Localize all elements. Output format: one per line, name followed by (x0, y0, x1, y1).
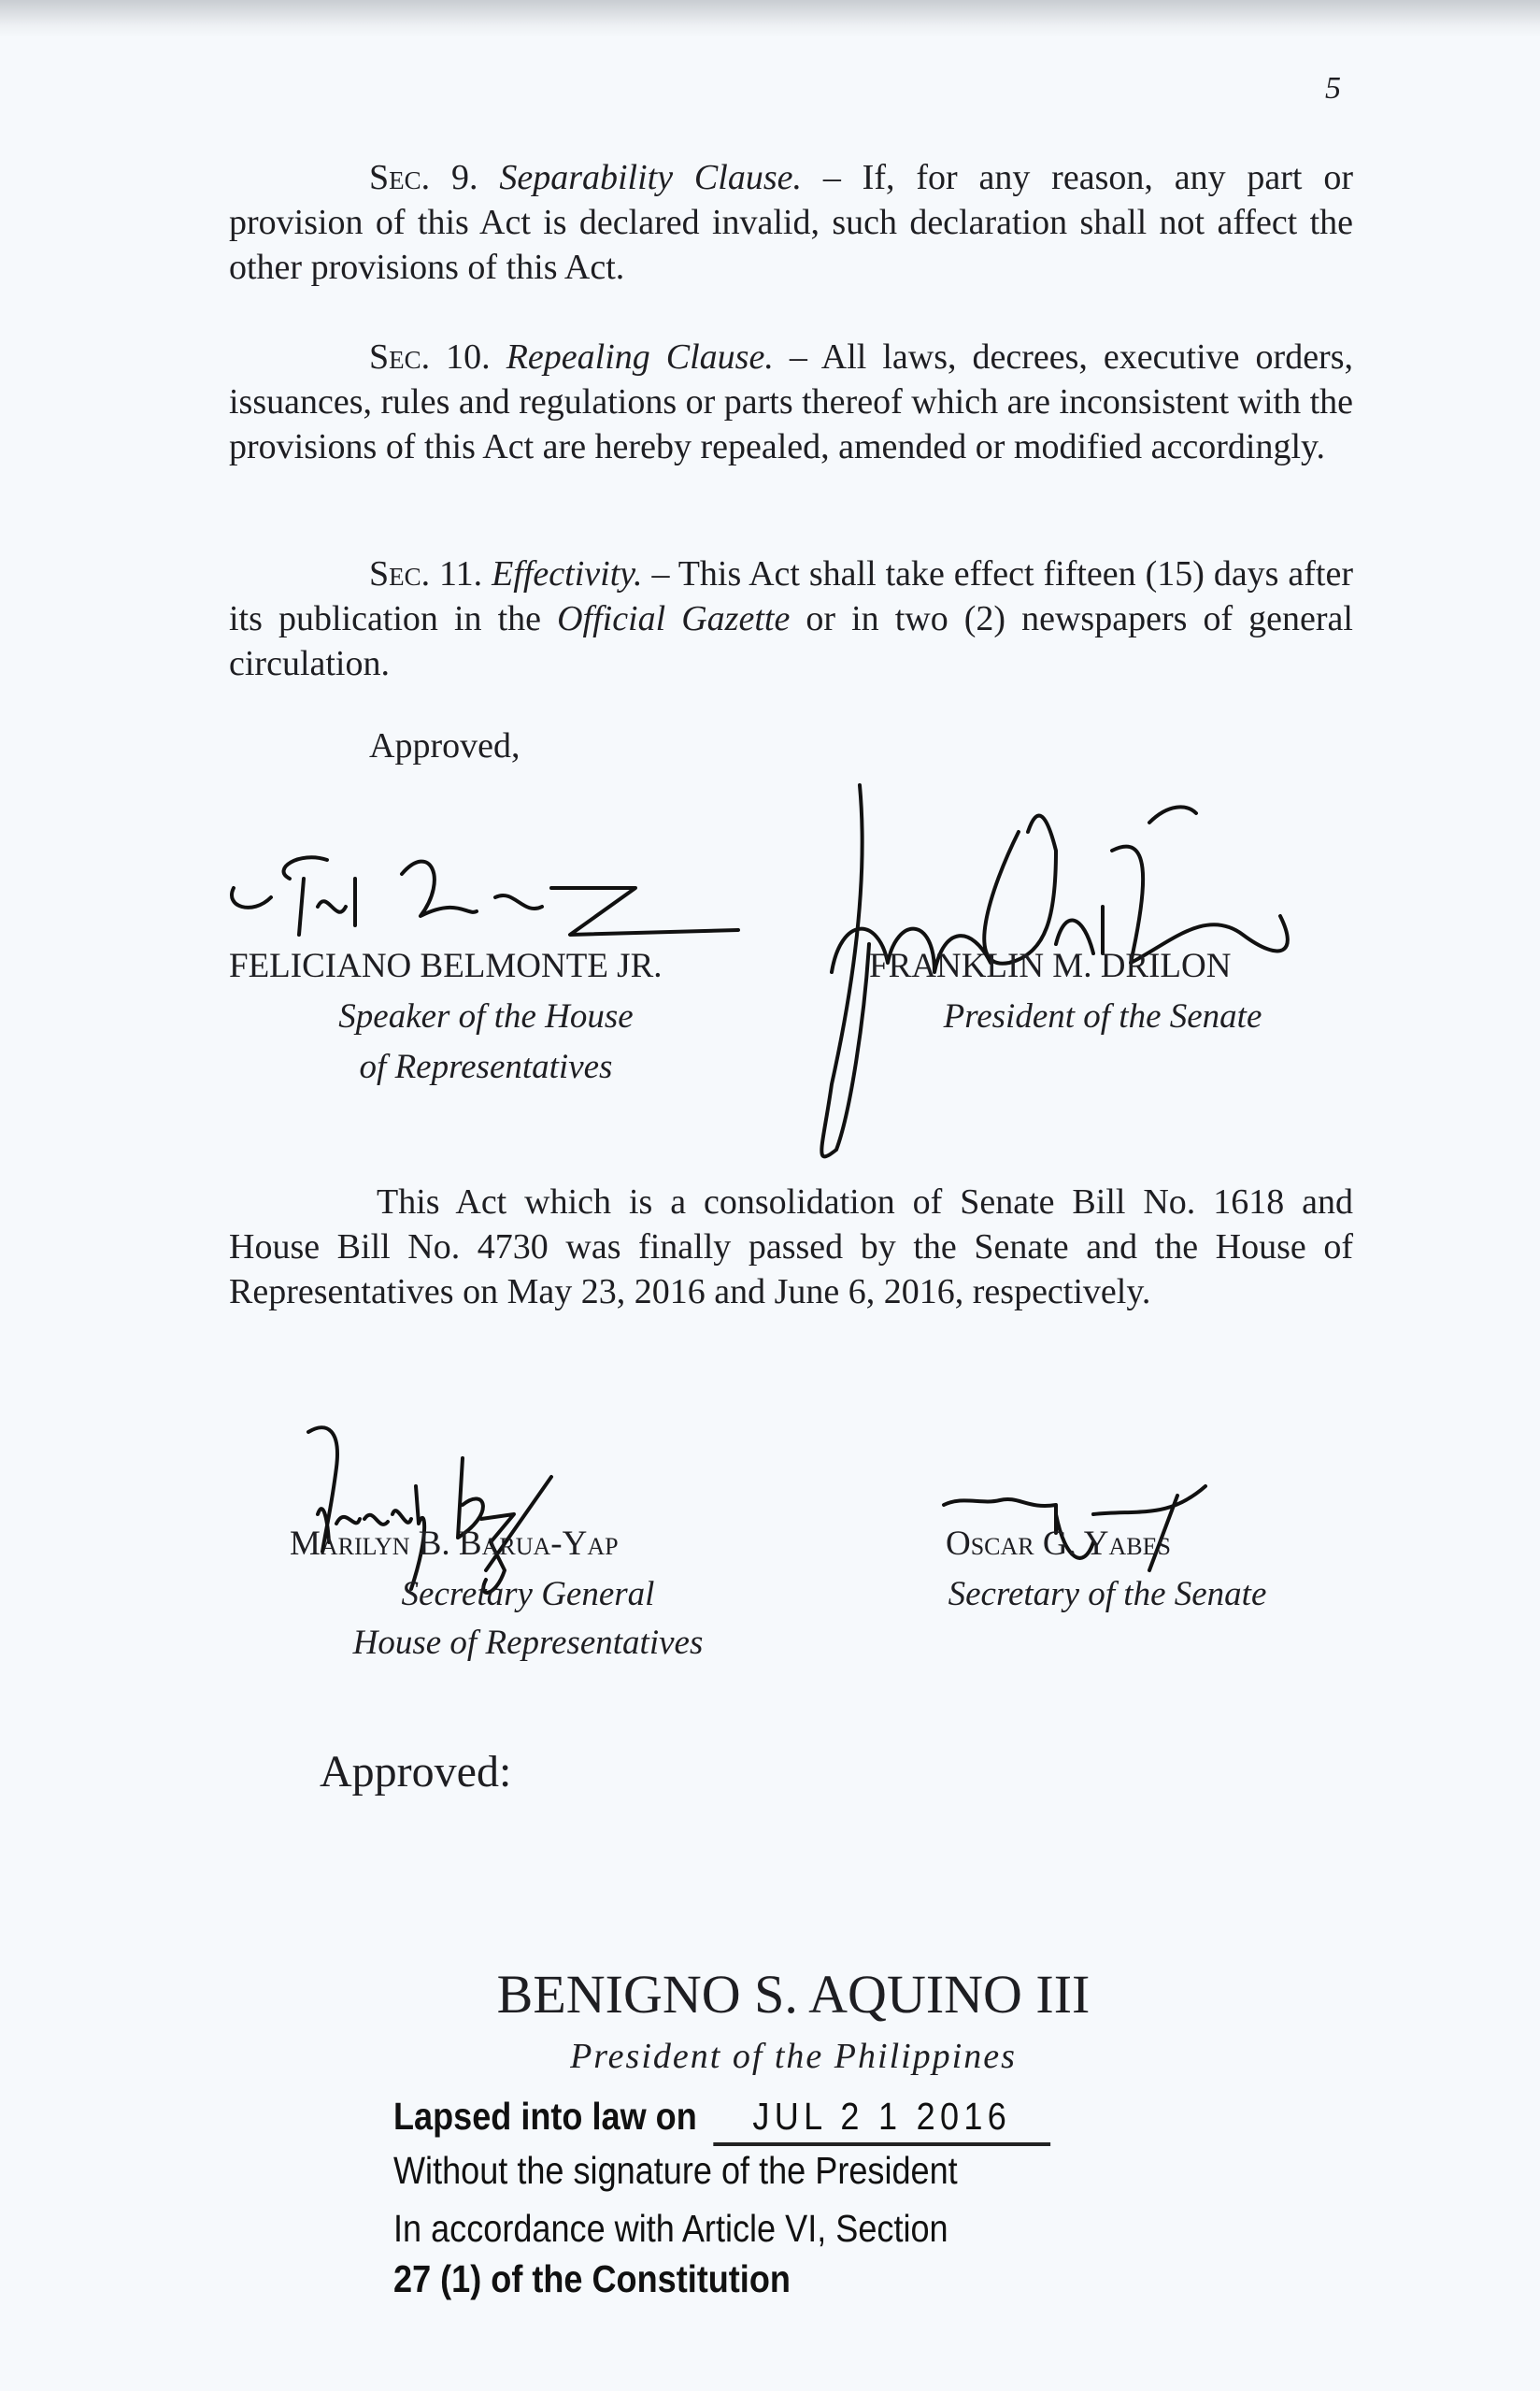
signatory-title-drilon: President of the Senate (943, 997, 1262, 1036)
stamp-line3: In accordance with Article VI, Section (393, 2207, 948, 2250)
signatory-title-barua-yap-2: House of Representatives (352, 1624, 704, 1662)
signature-belmonte (215, 823, 776, 963)
scan-top-edge (0, 0, 1540, 37)
signature-barua-yap (271, 1411, 776, 1598)
signatory-title-belmonte-2: of Representatives (359, 1048, 613, 1086)
section-label: Sec. 9. (369, 158, 478, 197)
signatory-name-drilon: FRANKLIN M. DRILON (869, 947, 1232, 985)
stamp-date: JUL 2 1 2016 (713, 2090, 1050, 2146)
signatory-name-belmonte: FELICIANO BELMONTE JR. (229, 947, 663, 985)
gazette-name: Official Gazette (557, 599, 791, 638)
section-heading: Effectivity. (492, 554, 643, 594)
section-text: – All laws, decrees, executive orders, issuances, rules and regulations or parts thereof which are inconsistent with the provisions of this Act are hereby repealed, amended or modified accordingly. (229, 337, 1353, 466)
section-heading: Separability Clause. (499, 158, 802, 197)
section-text: – If, for any reason, any part or provision of this Act is declared invalid, such declaration shall not affect the other provisions of this Act. (229, 158, 1353, 287)
signatory-name-yabes: Oscar G. Yabes (946, 1525, 1171, 1563)
section-text: – This Act shall take effect fifteen (15) days after its publication in the (229, 554, 1353, 638)
lapsed-into-law-stamp-line1 (393, 2090, 1050, 2146)
stamp-prefix: Lapsed into law on (393, 2095, 697, 2138)
signatory-title-belmonte-1: Speaker of the House (338, 997, 634, 1036)
stamp-line4: 27 (1) of the Constitution (393, 2257, 791, 2300)
approved-label: Approved, (369, 726, 520, 766)
section-label: Sec. 10. (369, 337, 491, 377)
president-title: President of the Philippines (570, 2037, 1017, 2076)
signatory-title-yabes: Secretary of the Senate (948, 1575, 1267, 1613)
section-10 (229, 335, 1353, 469)
section-text: or in two (2) newspapers of general circulation. (229, 599, 1353, 683)
signatory-title-barua-yap-1: Secretary General (401, 1575, 655, 1613)
section-label: Sec. 11. (369, 554, 483, 594)
consolidation-note (229, 1180, 1353, 1314)
stamp-line2: Without the signature of the President (393, 2149, 958, 2192)
section-9 (229, 155, 1353, 290)
section-heading: Repealing Clause. (506, 337, 774, 377)
signatory-name-barua-yap: Marilyn B. Barua-Yap (290, 1525, 619, 1563)
page-number: 5 (1325, 71, 1341, 106)
president-name: BENIGNO S. AQUINO III (496, 1964, 1091, 2025)
approved-colon-label: Approved: (320, 1747, 512, 1797)
consolidation-text: This Act which is a consolidation of Senate Bill No. 1618 and House Bill No. 4730 was finally passed by the Senate and the House of Representatives on May 23, 2016 and June 6, 2016, respectively. (229, 1182, 1353, 1311)
section-11 (229, 551, 1353, 686)
